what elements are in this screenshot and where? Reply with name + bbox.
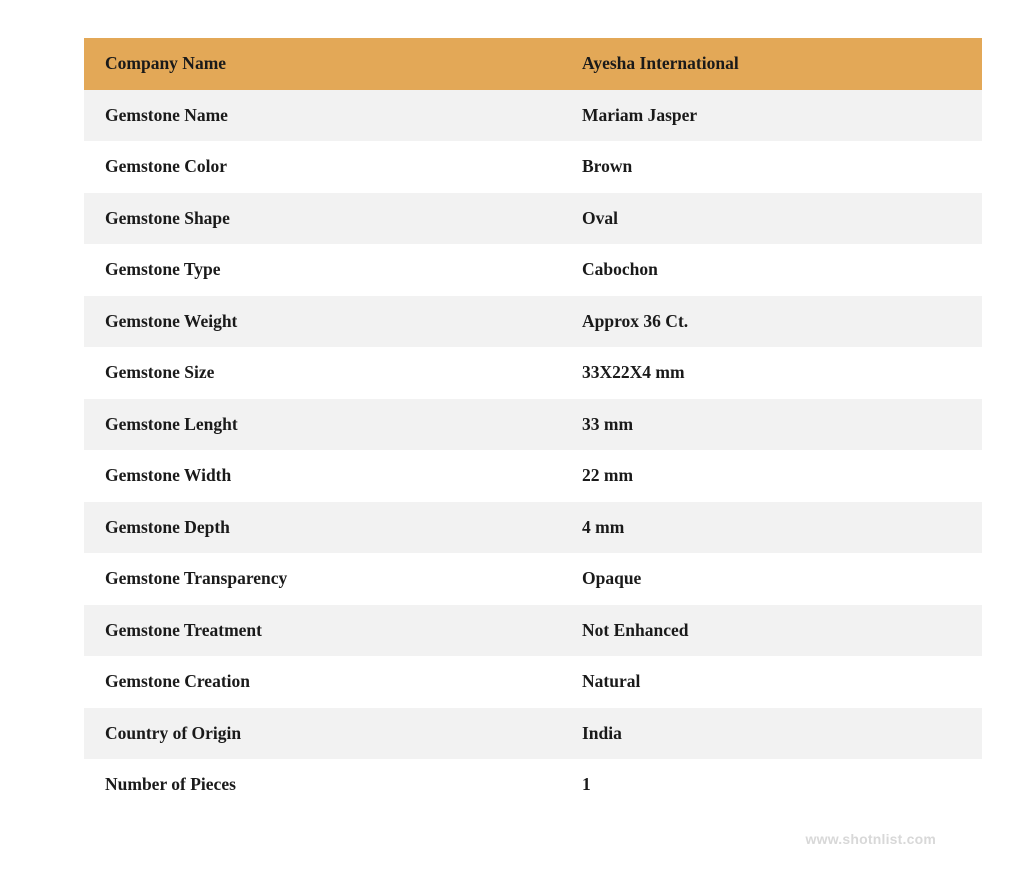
row-label: Gemstone Weight — [84, 296, 561, 348]
row-label: Number of Pieces — [84, 759, 561, 811]
row-value: Oval — [561, 193, 982, 245]
row-label: Gemstone Type — [84, 244, 561, 296]
table-row — [84, 141, 982, 193]
table-row — [84, 244, 982, 296]
row-label: Gemstone Transparency — [84, 553, 561, 605]
table-row — [84, 656, 982, 708]
row-value: 33X22X4 mm — [561, 347, 982, 399]
row-value: Natural — [561, 656, 982, 708]
row-value: 22 mm — [561, 450, 982, 502]
row-value: Opaque — [561, 553, 982, 605]
row-value: Approx 36 Ct. — [561, 296, 982, 348]
table-row — [84, 399, 982, 451]
row-label: Country of Origin — [84, 708, 561, 760]
row-label: Gemstone Width — [84, 450, 561, 502]
row-label: Gemstone Creation — [84, 656, 561, 708]
table-row — [84, 708, 982, 760]
row-value: Cabochon — [561, 244, 982, 296]
table-row — [84, 347, 982, 399]
row-label: Gemstone Treatment — [84, 605, 561, 657]
header-value-cell: Ayesha International — [561, 38, 982, 90]
table-row — [84, 450, 982, 502]
row-value: Mariam Jasper — [561, 90, 982, 142]
table-row — [84, 193, 982, 245]
row-label: Gemstone Lenght — [84, 399, 561, 451]
row-label: Gemstone Size — [84, 347, 561, 399]
row-value: 4 mm — [561, 502, 982, 554]
table-row — [84, 296, 982, 348]
row-label: Gemstone Shape — [84, 193, 561, 245]
row-value: India — [561, 708, 982, 760]
row-label: Gemstone Depth — [84, 502, 561, 554]
row-label: Gemstone Name — [84, 90, 561, 142]
row-value: Not Enhanced — [561, 605, 982, 657]
header-label-cell: Company Name — [84, 38, 561, 90]
gemstone-spec-table — [84, 38, 982, 811]
row-label: Gemstone Color — [84, 141, 561, 193]
row-value: 1 — [561, 759, 982, 811]
table-row — [84, 90, 982, 142]
table-row — [84, 605, 982, 657]
row-value: Brown — [561, 141, 982, 193]
table-body — [84, 38, 982, 811]
table-row — [84, 553, 982, 605]
row-value: 33 mm — [561, 399, 982, 451]
table-header-row — [84, 38, 982, 90]
table-row — [84, 759, 982, 811]
watermark: www.shotnlist.com — [805, 831, 936, 847]
table-row — [84, 502, 982, 554]
